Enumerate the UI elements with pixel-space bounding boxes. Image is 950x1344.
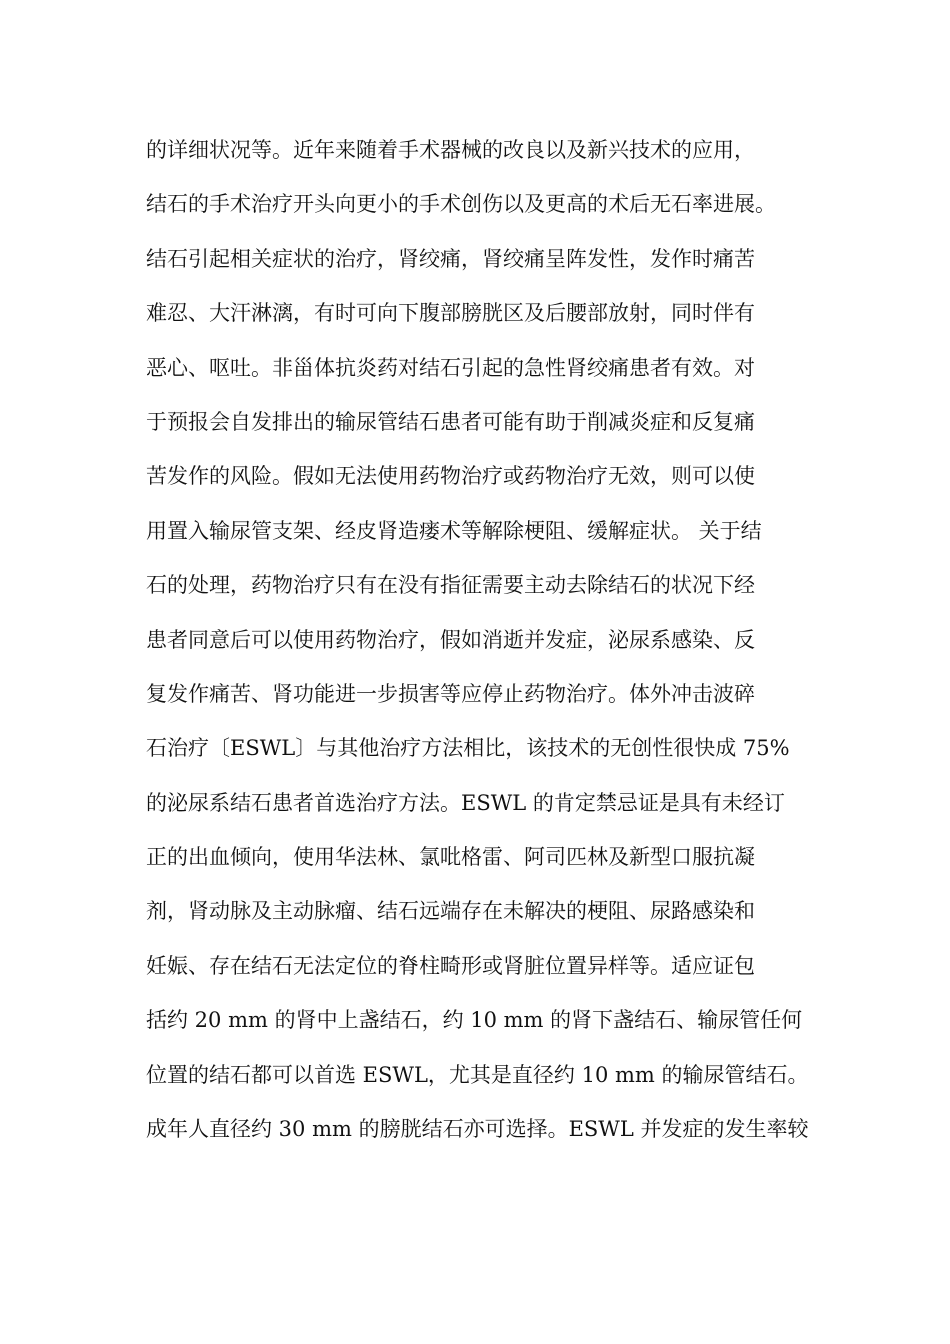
text-line: 石治疗〔ESWL〕与其他治疗方法相比，该技术的无创性很快成 75% bbox=[146, 736, 790, 761]
text-line: 石的处理，药物治疗只有在没有指征需要主动去除结石的状况下经 bbox=[146, 573, 755, 598]
text-line: 成年人直径约 30 mm 的膀胱结石亦可选择。ESWL 并发症的发生率较 bbox=[146, 1117, 809, 1142]
text-line: 结石引起相关症状的治疗，肾绞痛，肾绞痛呈阵发性，发作时痛苦 bbox=[146, 246, 755, 271]
text-line: 苦发作的风险。假如无法使用药物治疗或药物治疗无效，则可以使 bbox=[146, 464, 755, 489]
text-line: 妊娠、存在结石无法定位的脊柱畸形或肾脏位置异样等。适应证包 bbox=[146, 953, 755, 978]
text-line: 的泌尿系结石患者首选治疗方法。ESWL 的肯定禁忌证是具有未经订 bbox=[146, 790, 785, 815]
text-line: 恶心、呕吐。非甾体抗炎药对结石引起的急性肾绞痛患者有效。对 bbox=[146, 355, 755, 380]
body-text bbox=[146, 128, 826, 1161]
text-line: 难忍、大汗淋漓，有时可向下腹部膀胱区及后腰部放射，同时伴有 bbox=[146, 301, 755, 326]
text-line: 用置入输尿管支架、经皮肾造瘘术等解除梗阻、缓解症状。 关于结 bbox=[146, 518, 762, 543]
text-line: 剂，肾动脉及主动脉瘤、结石远端存在未解决的梗阻、尿路感染和 bbox=[146, 899, 755, 924]
text-line: 复发作痛苦、肾功能进一步损害等应停止药物治疗。体外冲击波碎 bbox=[146, 681, 755, 706]
text-line: 于预报会自发排出的输尿管结石患者可能有助于削减炎症和反复痛 bbox=[146, 409, 755, 434]
text-line: 结石的手术治疗开头向更小的手术创伤以及更高的术后无石率进展。 bbox=[146, 192, 776, 217]
text-line: 括约 20 mm 的肾中上盏结石，约 10 mm 的肾下盏结石、输尿管任何 bbox=[146, 1008, 803, 1033]
text-line: 位置的结石都可以首选 ESWL，尤其是直径约 10 mm 的输尿管结石。 bbox=[146, 1062, 809, 1087]
text-line: 正的出血倾向，使用华法林、氯吡格雷、阿司匹林及新型口服抗凝 bbox=[146, 845, 755, 870]
text-line: 患者同意后可以使用药物治疗，假如消逝并发症，泌尿系感染、反 bbox=[146, 627, 755, 652]
text-line: 的详细状况等。近年来随着手术器械的改良以及新兴技术的应用， bbox=[146, 138, 755, 162]
